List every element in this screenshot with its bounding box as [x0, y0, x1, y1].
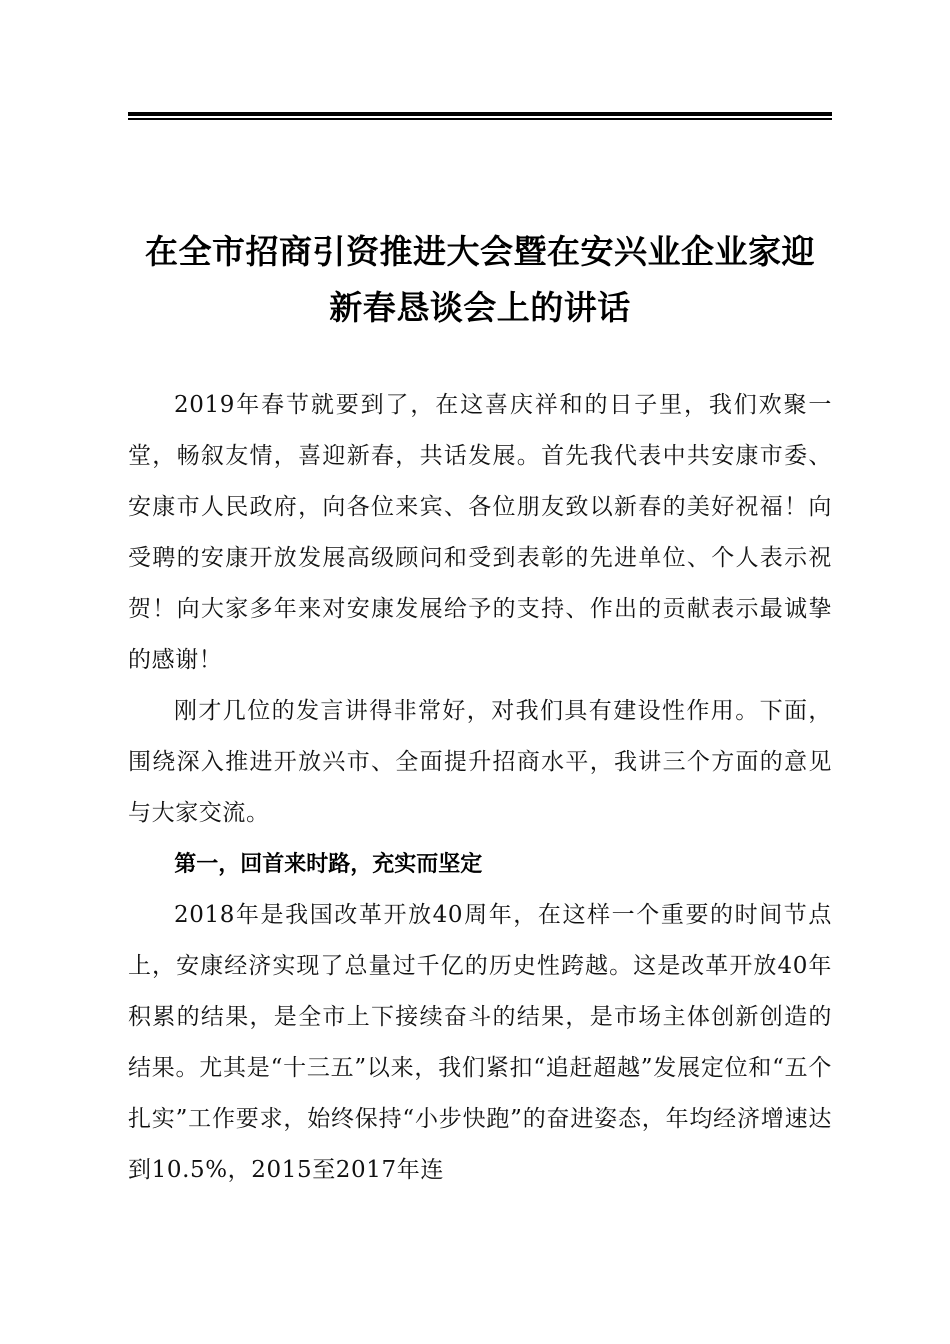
section-heading-1: 第一，回首来时路，充实而坚定	[174, 852, 483, 877]
document-title-line-2: 新春恳谈会上的讲话	[329, 288, 631, 327]
document-title-line-1: 在全市招商引资推进大会暨在安兴业企业家迎	[145, 232, 815, 271]
header-double-rule	[128, 112, 832, 120]
body-paragraph-2: 刚才几位的发言讲得非常好，对我们具有建设性作用。下面，围绕深入推进开放兴市、全面提升招商水平，我讲三个方面的意见与大家交流。	[128, 698, 832, 826]
document-body	[128, 380, 832, 1196]
body-paragraph-1: 2019年春节就要到了，在这喜庆祥和的日子里，我们欢聚一堂，畅叙友情，喜迎新春，共话发展。首先我代表中共安康市委、安康市人民政府，向各位来宾、各位朋友致以新春的美好祝福！向受聘的安康开放发展高级顾问和受到表彰的先进单位、个人表示祝贺！向大家多年来对安康发展给予的支持、作出的贡献表示最诚挚的感谢！	[128, 392, 832, 673]
header-rule-thin	[128, 118, 832, 120]
document-title	[128, 224, 832, 336]
section-1-paragraph-1: 2018年是我国改革开放40周年，在这样一个重要的时间节点上，安康经济实现了总量过千亿的历史性跨越。这是改革开放40年积累的结果，是全市上下接续奋斗的结果，是市场主体创新创造的结果。尤其是“十三五”以来，我们紧扣“追赶超越”发展定位和“五个扎实”工作要求，始终保持“小步快跑”的奋进姿态，年均经济增速达到10.5%，2015至2017年连	[128, 902, 832, 1183]
